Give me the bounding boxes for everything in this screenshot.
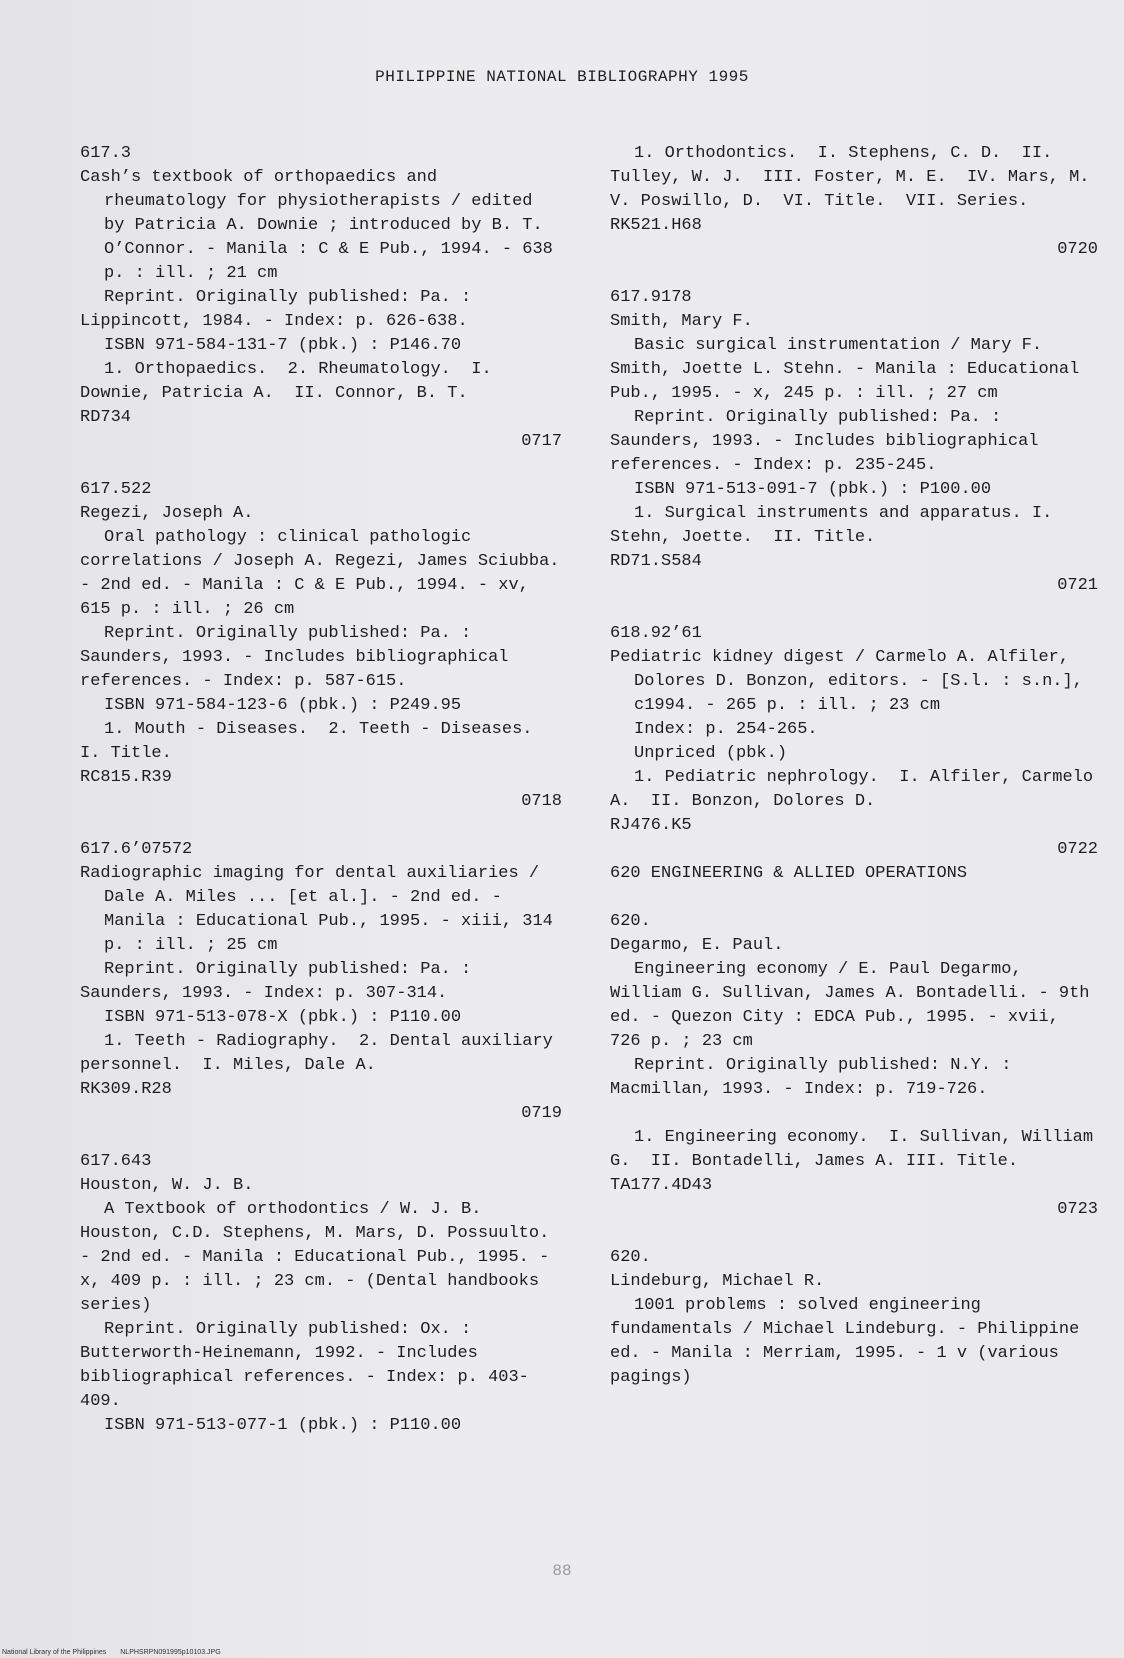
- section-heading: 620 ENGINEERING & ALLIED OPERATIONS: [610, 864, 968, 883]
- entry-title: Cash’s textbook of orthopaedics and rheumatology for physiotherapists / edited by Patricia A. Downie ; introduced by B. T. O’Connor. - Manila : C & E Pub., 1994. - 638 p. : ill. ; 21 cm: [80, 168, 564, 283]
- entry-number: 0722: [1057, 840, 1098, 859]
- entry-note: Unpriced (pbk.): [634, 744, 788, 763]
- entry-number: 0720: [1057, 240, 1098, 259]
- entry-text: 1. Engineering economy. I. Sullivan, William G. II. Bontadelli, James A. III. Title.: [610, 1128, 1104, 1171]
- entry-text: Engineering economy / E. Paul Degarmo, William G. Sullivan, James A. Bontadelli. - 9th ed. - Quezon City : EDCA Pub., 1995. - xvii, 726 p. ; 23 cm: [610, 960, 1100, 1051]
- entry-text: Basic surgical instrumentation / Mary F. Smith, Joette L. Stehn. - Manila : Educational Pub., 1995. - x, 245 p. : ill. ; 27 cm: [610, 336, 1090, 403]
- entry-text: 1. Orthopaedics. 2. Rheumatology. I. Downie, Patricia A. II. Connor, B. T.: [80, 360, 502, 403]
- entry-text: A Textbook of orthodontics / W. J. B. Houston, C.D. Stephens, M. Mars, D. Possuulto. - 2nd ed. - Manila : Educational Pub., 1995. - x, 409 p. : ill. ; 23 cm. - (Dental handbooks series): [80, 1200, 560, 1315]
- entry-text: ISBN 971-513-078-X (pbk.) : P110.00: [104, 1008, 462, 1027]
- entry-number: 0718: [521, 792, 562, 811]
- bibliography-entry: [80, 1150, 562, 1438]
- entry-text: Reprint. Originally published: Pa. : Saunders, 1993. - Includes bibliographical references. - Index: p. 587-615.: [80, 624, 519, 691]
- right-column: [610, 142, 1110, 1390]
- entry-number: 0719: [521, 1104, 562, 1123]
- entry-text: Oral pathology : clinical pathologic correlations / Joseph A. Regezi, James Sciubba. - 2nd ed. - Manila : C & E Pub., 1994. - xv, 615 p. : ill. ; 26 cm: [80, 528, 570, 619]
- entry-text: ISBN 971-584-123-6 (pbk.) : P249.95: [104, 696, 462, 715]
- entry-text: 1. Teeth - Radiography. 2. Dental auxiliary personnel. I. Miles, Dale A.: [80, 1032, 564, 1075]
- entry-line: Regezi, Joseph A.: [80, 504, 254, 523]
- entry-text: 1. Mouth - Diseases. 2. Teeth - Diseases. I. Title.: [80, 720, 553, 763]
- entry-title: Radiographic imaging for dental auxiliaries / Dale A. Miles ... [et al.]. - 2nd ed. - Manila : Educational Pub., 1995. - xiii, 314 p. : ill. ; 25 cm: [80, 864, 564, 955]
- entry-number: 0717: [521, 432, 562, 451]
- footer-library: National Library of the Philippines: [2, 1649, 107, 1656]
- entry-text: ISBN 971-513-091-7 (pbk.) : P100.00: [634, 480, 992, 499]
- bibliography-entry: [80, 142, 562, 454]
- entry-text: Reprint. Originally published: Pa. : Saunders, 1993. - Includes bibliographical references. - Index: p. 235-245.: [610, 408, 1049, 475]
- entry-line: RD71.S584: [610, 552, 702, 571]
- entry-line: 617.6’07572: [80, 840, 193, 859]
- entry-line: 618.92’61: [610, 624, 702, 643]
- entry-line: Lindeburg, Michael R.: [610, 1272, 825, 1291]
- entry-text: 1001 problems : solved engineering fundamentals / Michael Lindeburg. - Philippine ed. - Manila : Merriam, 1995. - 1 v (various pagings): [610, 1296, 1090, 1387]
- bibliography-entry: [610, 142, 1110, 262]
- left-column: [80, 142, 570, 1438]
- entry-line: RD734: [80, 408, 132, 427]
- entry-number: 0723: [1057, 1200, 1098, 1219]
- bibliography-entry: [80, 838, 562, 1126]
- page-number: 88: [552, 1562, 572, 1580]
- entry-line: Degarmo, E. Paul.: [610, 936, 784, 955]
- entry-line: RC815.R39: [80, 768, 172, 787]
- entry-line: 620.: [610, 1248, 651, 1267]
- entry-line: 617.522: [80, 480, 152, 499]
- entry-text: Reprint. Originally published: Pa. : Lippincott, 1984. - Index: p. 626-638.: [80, 288, 482, 331]
- entry-text: Reprint. Originally published: Pa. : Saunders, 1993. - Index: p. 307-314.: [80, 960, 482, 1003]
- entry-line: 617.3: [80, 144, 132, 163]
- entry-title: Pediatric kidney digest / Carmelo A. Alfiler, Dolores D. Bonzon, editors. - [S.l. : s.n.], c1994. - 265 p. : ill. ; 23 cm: [610, 648, 1094, 715]
- footer: [2, 1649, 233, 1657]
- bibliography-entry: [80, 478, 570, 814]
- footer-filename: NLPHSRPN091995p10103.JPG: [120, 1649, 221, 1656]
- entry-line: 617.9178: [610, 288, 692, 307]
- bibliography-entry: [610, 1246, 1098, 1390]
- entry-line: TA177.4D43: [610, 1176, 713, 1195]
- entry-line: RK309.R28: [80, 1080, 172, 1099]
- bibliography-entry: [610, 286, 1098, 598]
- entry-number: 0721: [1057, 576, 1098, 595]
- entry-line: Smith, Mary F.: [610, 312, 753, 331]
- entry-line: Houston, W. J. B.: [80, 1176, 254, 1195]
- entry-text: ISBN 971-513-077-1 (pbk.) : P110.00: [104, 1416, 462, 1435]
- entry-line: 620.: [610, 912, 651, 931]
- bibliography-entry: [610, 910, 1104, 1222]
- entry-line: RJ476.K5: [610, 816, 692, 835]
- bibliography-entry: [610, 622, 1104, 862]
- entry-text: 1. Surgical instruments and apparatus. I. Stehn, Joette. II. Title.: [610, 504, 1063, 547]
- page-title: PHILIPPINE NATIONAL BIBLIOGRAPHY 1995: [375, 68, 749, 86]
- entry-line: 617.643: [80, 1152, 152, 1171]
- entry-spacer: [610, 1102, 1098, 1126]
- entry-text: Reprint. Originally published: Ox. : Butterworth-Heinemann, 1992. - Includes bibliographical references. - Index: p. 403-409.: [80, 1320, 529, 1411]
- entry-note: Index: p. 254-265.: [634, 720, 818, 739]
- entry-text: ISBN 971-584-131-7 (pbk.) : P146.70: [104, 336, 462, 355]
- entry-text: Reprint. Originally published: N.Y. : Macmillan, 1993. - Index: p. 719-726.: [610, 1056, 1022, 1099]
- entry-line: RK521.H68: [610, 216, 702, 235]
- entry-text: 1. Orthodontics. I. Stephens, C. D. II. Tulley, W. J. III. Foster, M. E. IV. Mars, M. V. Poswillo, D. VI. Title. VII. Series.: [610, 144, 1110, 211]
- entry-text: 1. Pediatric nephrology. I. Alfiler, Carmelo A. II. Bonzon, Dolores D.: [610, 768, 1104, 811]
